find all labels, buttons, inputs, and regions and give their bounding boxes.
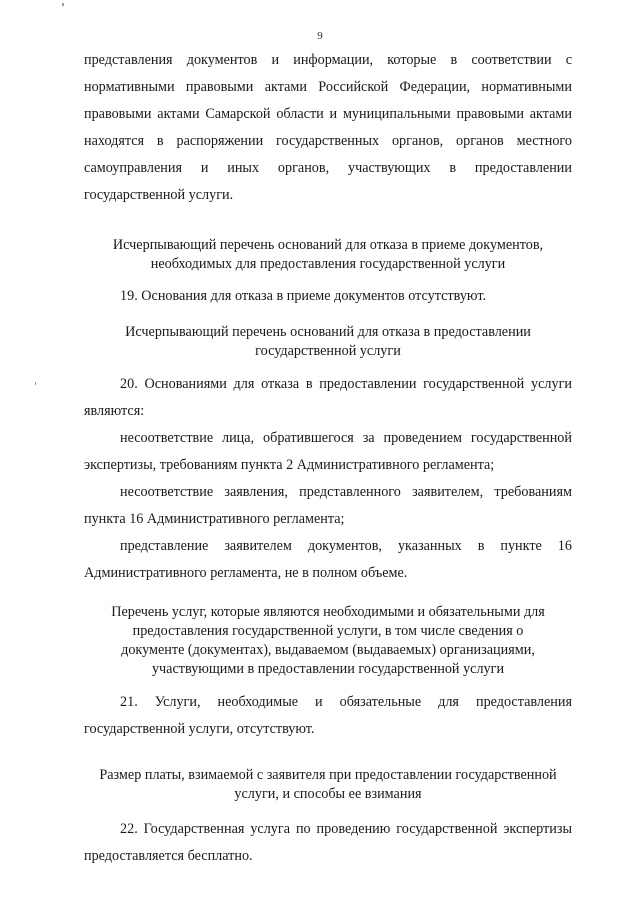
paragraph-20-item-3: представление заявителем документов, указанных в пункте 16 Административного регламента, не в полном объеме.	[84, 538, 572, 581]
heading-fee	[84, 766, 572, 804]
heading-required-services	[84, 603, 572, 679]
heading-line: Исчерпывающий перечень оснований для отказа в предоставлении	[125, 324, 531, 340]
heading-line: Исчерпывающий перечень оснований для отказа в приеме документов,	[112, 237, 544, 253]
scan-speck	[35, 382, 36, 385]
heading-line: участвующими в предоставлении государственной услуги	[151, 661, 505, 677]
heading-line: предоставления государственной услуги, в том числе сведения о	[132, 623, 524, 639]
heading-line: государственной услуги	[255, 343, 401, 359]
page-number: 9	[317, 30, 323, 42]
paragraph-20-item-2: несоответствие заявления, представленного заявителем, требованиям пункта 16 Административного регламента;	[84, 484, 572, 527]
heading-line: необходимых для предоставления государственной услуги	[150, 256, 506, 272]
heading-line: Размер платы, взимаемой с заявителя при предоставлении государственной	[99, 767, 557, 783]
heading-refusal-acceptance	[84, 236, 572, 274]
paragraph-22: 22. Государственная услуга по проведению государственной экспертизы предоставляется бесплатно.	[84, 821, 572, 864]
paragraph-20-item-1: несоответствие лица, обратившегося за проведением государственной экспертизы, требованиям пункта 2 Административного регламента;	[84, 430, 572, 473]
heading-line: услуги, и способы ее взимания	[234, 786, 422, 802]
paragraph-19: 19. Основания для отказа в приеме документов отсутствуют.	[120, 288, 487, 304]
paragraph-21: 21. Услуги, необходимые и обязательные для предоставления государственной услуги, отсутствуют.	[84, 694, 572, 737]
scan-speck	[62, 3, 64, 6]
heading-refusal-service	[84, 323, 572, 361]
paragraph-continuation: представления документов и информации, которые в соответствии с нормативными правовыми актами Российской Федерации, нормативными правовыми актами Самарской области и муниципальными правовыми актами находятся в распоряжении государственных органов, органов местного самоуправления и иных органов, участвующих в предоставлении государственной услуги.	[84, 52, 572, 203]
paragraph-20: 20. Основаниями для отказа в предоставлении государственной услуги являются:	[84, 376, 572, 419]
heading-line: Перечень услуг, которые являются необходимыми и обязательными для	[111, 604, 545, 620]
heading-line: документе (документах), выдаваемом (выдаваемых) организациями,	[121, 642, 535, 658]
